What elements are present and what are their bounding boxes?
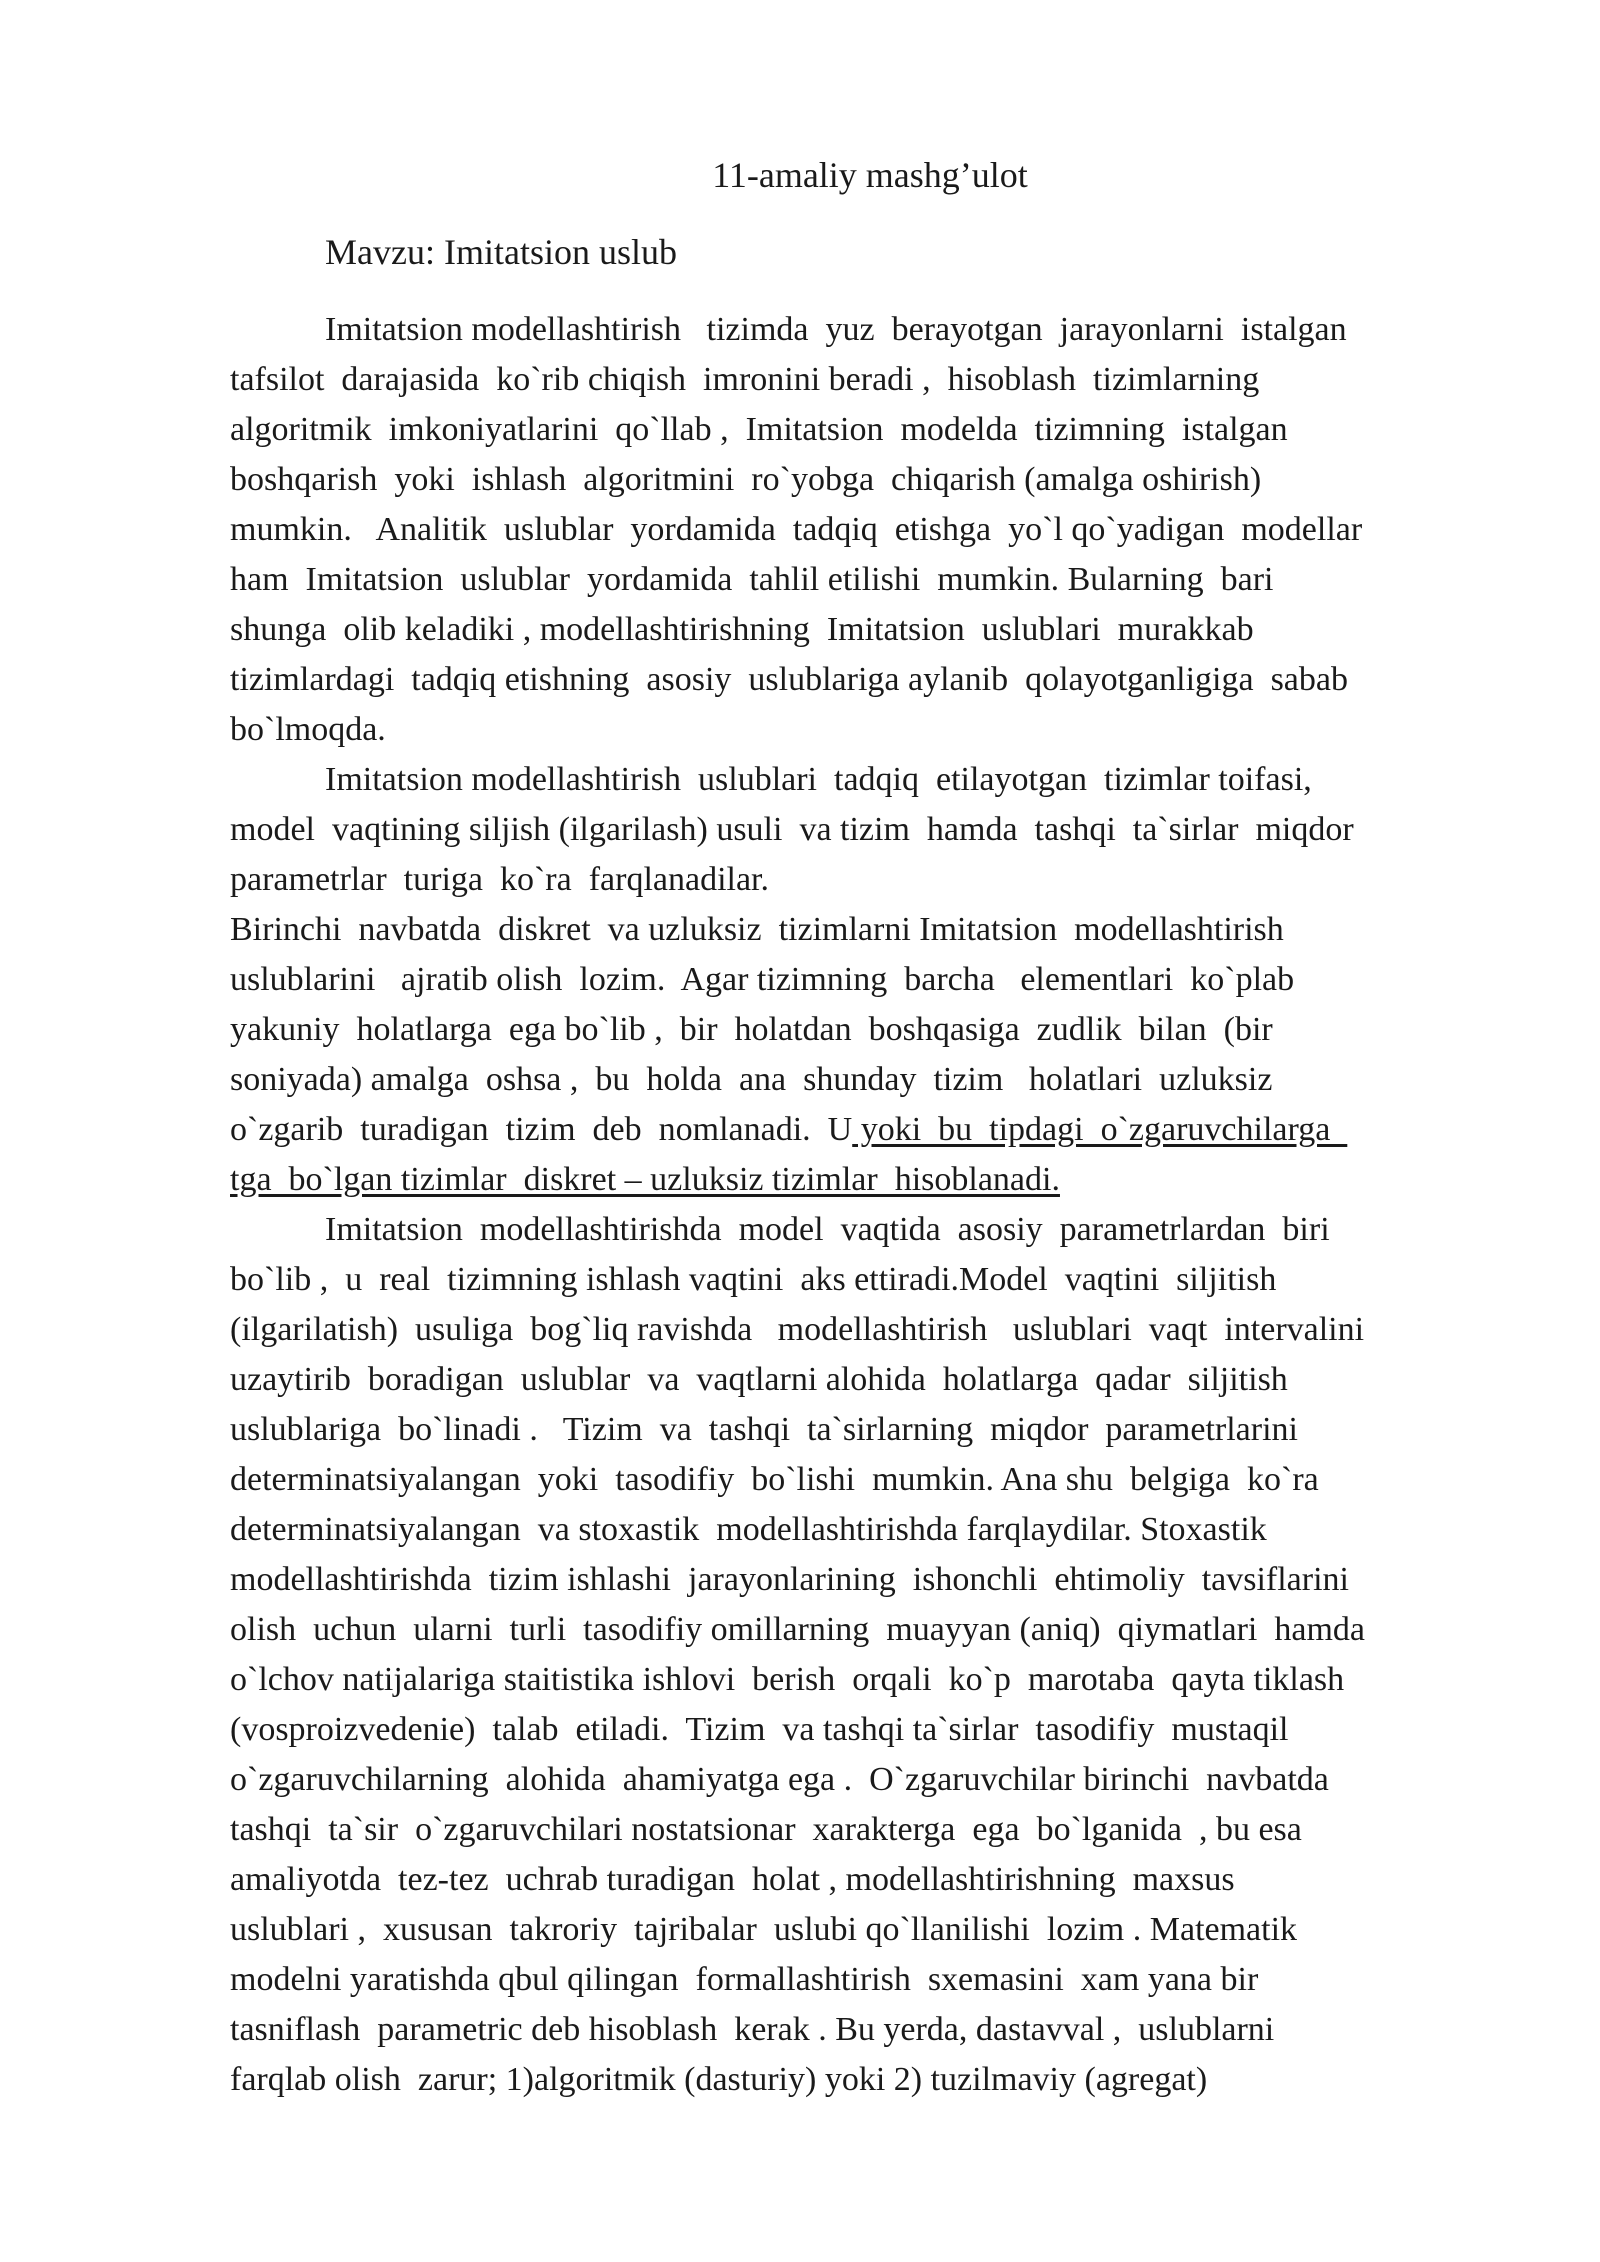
text-line [230,1105,1530,1155]
line-text: (ilgarilatish) usuliga bog`liq ravishda modellashtirish uslublari vaqt intervalini [230,1311,1365,1348]
text-line [230,1555,1530,1605]
line-text: o`zgarib turadigan tizim deb nomlanadi. U [230,1111,853,1148]
text-line [230,1155,1530,1205]
text-line [230,805,1530,855]
line-text: o`lchov natijalariga staitistika ishlovi berish orqali ko`p marotaba qayta tiklash [230,1661,1345,1698]
text-line [230,555,1530,605]
text-line [230,955,1530,1005]
line-text: (vosproizvedenie) talab etiladi. Tizim va tashqi ta`sirlar tasodifiy mustaqil [230,1711,1289,1748]
line-text: model vaqtining siljish (ilgarilash) usuli va tizim hamda tashqi ta`sirlar miqdor [230,811,1354,848]
text-line [230,1255,1530,1305]
text-line [230,1055,1530,1105]
line-text: modellashtirishda tizim ishlashi jarayonlarining ishonchli ehtimoliy tavsiflarini [230,1561,1349,1598]
text-line [230,1005,1530,1055]
text-line [230,2005,1530,2055]
text-line [230,605,1530,655]
text-line [230,1705,1530,1755]
line-text: ham Imitatsion uslublar yordamida tahlil etilishi mumkin. Bularning bari [230,561,1274,598]
line-text: bo`lib , u real tizimning ishlash vaqtini aks ettiradi.Model vaqtini siljitish [230,1261,1277,1298]
document-body [230,305,1530,2105]
line-text: determinatsiyalangan va stoxastik modellashtirishda farqlaydilar. Stoxastik [230,1511,1267,1548]
text-line [230,1955,1530,2005]
line-text: Imitatsion modellashtirish uslublari tadqiq etilayotgan tizimlar toifasi, [325,761,1312,798]
line-text: farqlab olish zarur; 1)algoritmik (dasturiy) yoki 2) tuzilmaviy (agregat) [230,2061,1208,2098]
line-text: Birinchi navbatda diskret va uzluksiz tizimlarni Imitatsion modellashtirish [230,911,1284,948]
text-line [230,1855,1530,1905]
line-text: olish uchun ularni turli tasodifiy omillarning muayyan (aniq) qiymatlari hamda [230,1611,1365,1648]
line-text: boshqarish yoki ishlash algoritmini ro`yobga chiqarish (amalga oshirish) [230,461,1262,498]
line-text: o`zgaruvchilarning alohida ahamiyatga ega . O`zgaruvchilar birinchi navbatda [230,1761,1329,1798]
text-line [230,1655,1530,1705]
line-text: uslublari , xususan takroriy tajribalar uslubi qo`llanilishi lozim . Matematik [230,1911,1298,1948]
underlined-text: tga bo`lgan tizimlar diskret – uzluksiz tizimlar hisoblanadi. [230,1161,1060,1198]
line-text: mumkin. Analitik uslublar yordamida tadqiq etishga yo`l qo`yadigan modellar [230,511,1363,548]
text-line [230,1355,1530,1405]
text-line [230,655,1530,705]
line-text: modelni yaratishda qbul qilingan formallashtirish sxemasini xam yana bir [230,1961,1259,1998]
text-line [230,1755,1530,1805]
line-text: uzaytirib boradigan uslublar va vaqtlarni alohida holatlarga qadar siljitish [230,1361,1288,1398]
text-line [230,1205,1530,1255]
line-text: uslublariga bo`linadi . Tizim va tashqi ta`sirlarning miqdor parametrlarini [230,1411,1298,1448]
text-line [230,905,1530,955]
text-line [230,1905,1530,1955]
page-title: 11-amaliy mashg’ulot [712,155,1028,195]
text-line [230,755,1530,805]
topic-heading: Mavzu: Imitatsion uslub [325,232,677,272]
text-line [230,1405,1530,1455]
text-line [230,505,1530,555]
line-text: tasniflash parametric deb hisoblash kerak . Bu yerda, dastavval , uslublarni [230,2011,1275,2048]
text-line [230,405,1530,455]
text-line [230,855,1530,905]
line-text: determinatsiyalangan yoki tasodifiy bo`lishi mumkin. Ana shu belgiga ko`ra [230,1461,1319,1498]
line-text: soniyada) amalga oshsa , bu holda ana shunday tizim holatlari uzluksiz [230,1061,1273,1098]
text-line [230,1305,1530,1355]
text-line [230,455,1530,505]
text-line [230,1455,1530,1505]
line-text: yakuniy holatlarga ega bo`lib , bir holatdan boshqasiga zudlik bilan (bir [230,1011,1273,1048]
text-line [230,1505,1530,1555]
text-line [230,355,1530,405]
line-text: uslublarini ajratib olish lozim. Agar tizimning barcha elementlari ko`plab [230,961,1295,998]
text-line [230,1605,1530,1655]
text-line [230,705,1530,755]
text-line [230,305,1530,355]
line-text: algoritmik imkoniyatlarini qo`llab , Imitatsion modelda tizimning istalgan [230,411,1288,448]
underlined-text: yoki bu tipdagi o`zgaruvchilarga [852,1111,1348,1148]
line-text: tafsilot darajasida ko`rib chiqish imronini beradi , hisoblash tizimlarning [230,361,1260,398]
line-text: bo`lmoqda. [230,711,386,748]
line-text: amaliyotda tez-tez uchrab turadigan holat , modellashtirishning maxsus [230,1861,1235,1898]
line-text: Imitatsion modellashtirish tizimda yuz berayotgan jarayonlarni istalgan [325,311,1347,348]
line-text: Imitatsion modellashtirishda model vaqtida asosiy parametrlardan biri [325,1211,1330,1248]
line-text: tizimlardagi tadqiq etishning asosiy uslublariga aylanib qolayotganligiga sabab [230,661,1348,698]
line-text: tashqi ta`sir o`zgaruvchilari nostatsionar xarakterga ega bo`lganida , bu esa [230,1811,1302,1848]
text-line [230,2055,1530,2105]
line-text: parametrlar turiga ko`ra farqlanadilar. [230,861,770,898]
text-line [230,1805,1530,1855]
line-text: shunga olib keladiki , modellashtirishning Imitatsion uslublari murakkab [230,611,1254,648]
